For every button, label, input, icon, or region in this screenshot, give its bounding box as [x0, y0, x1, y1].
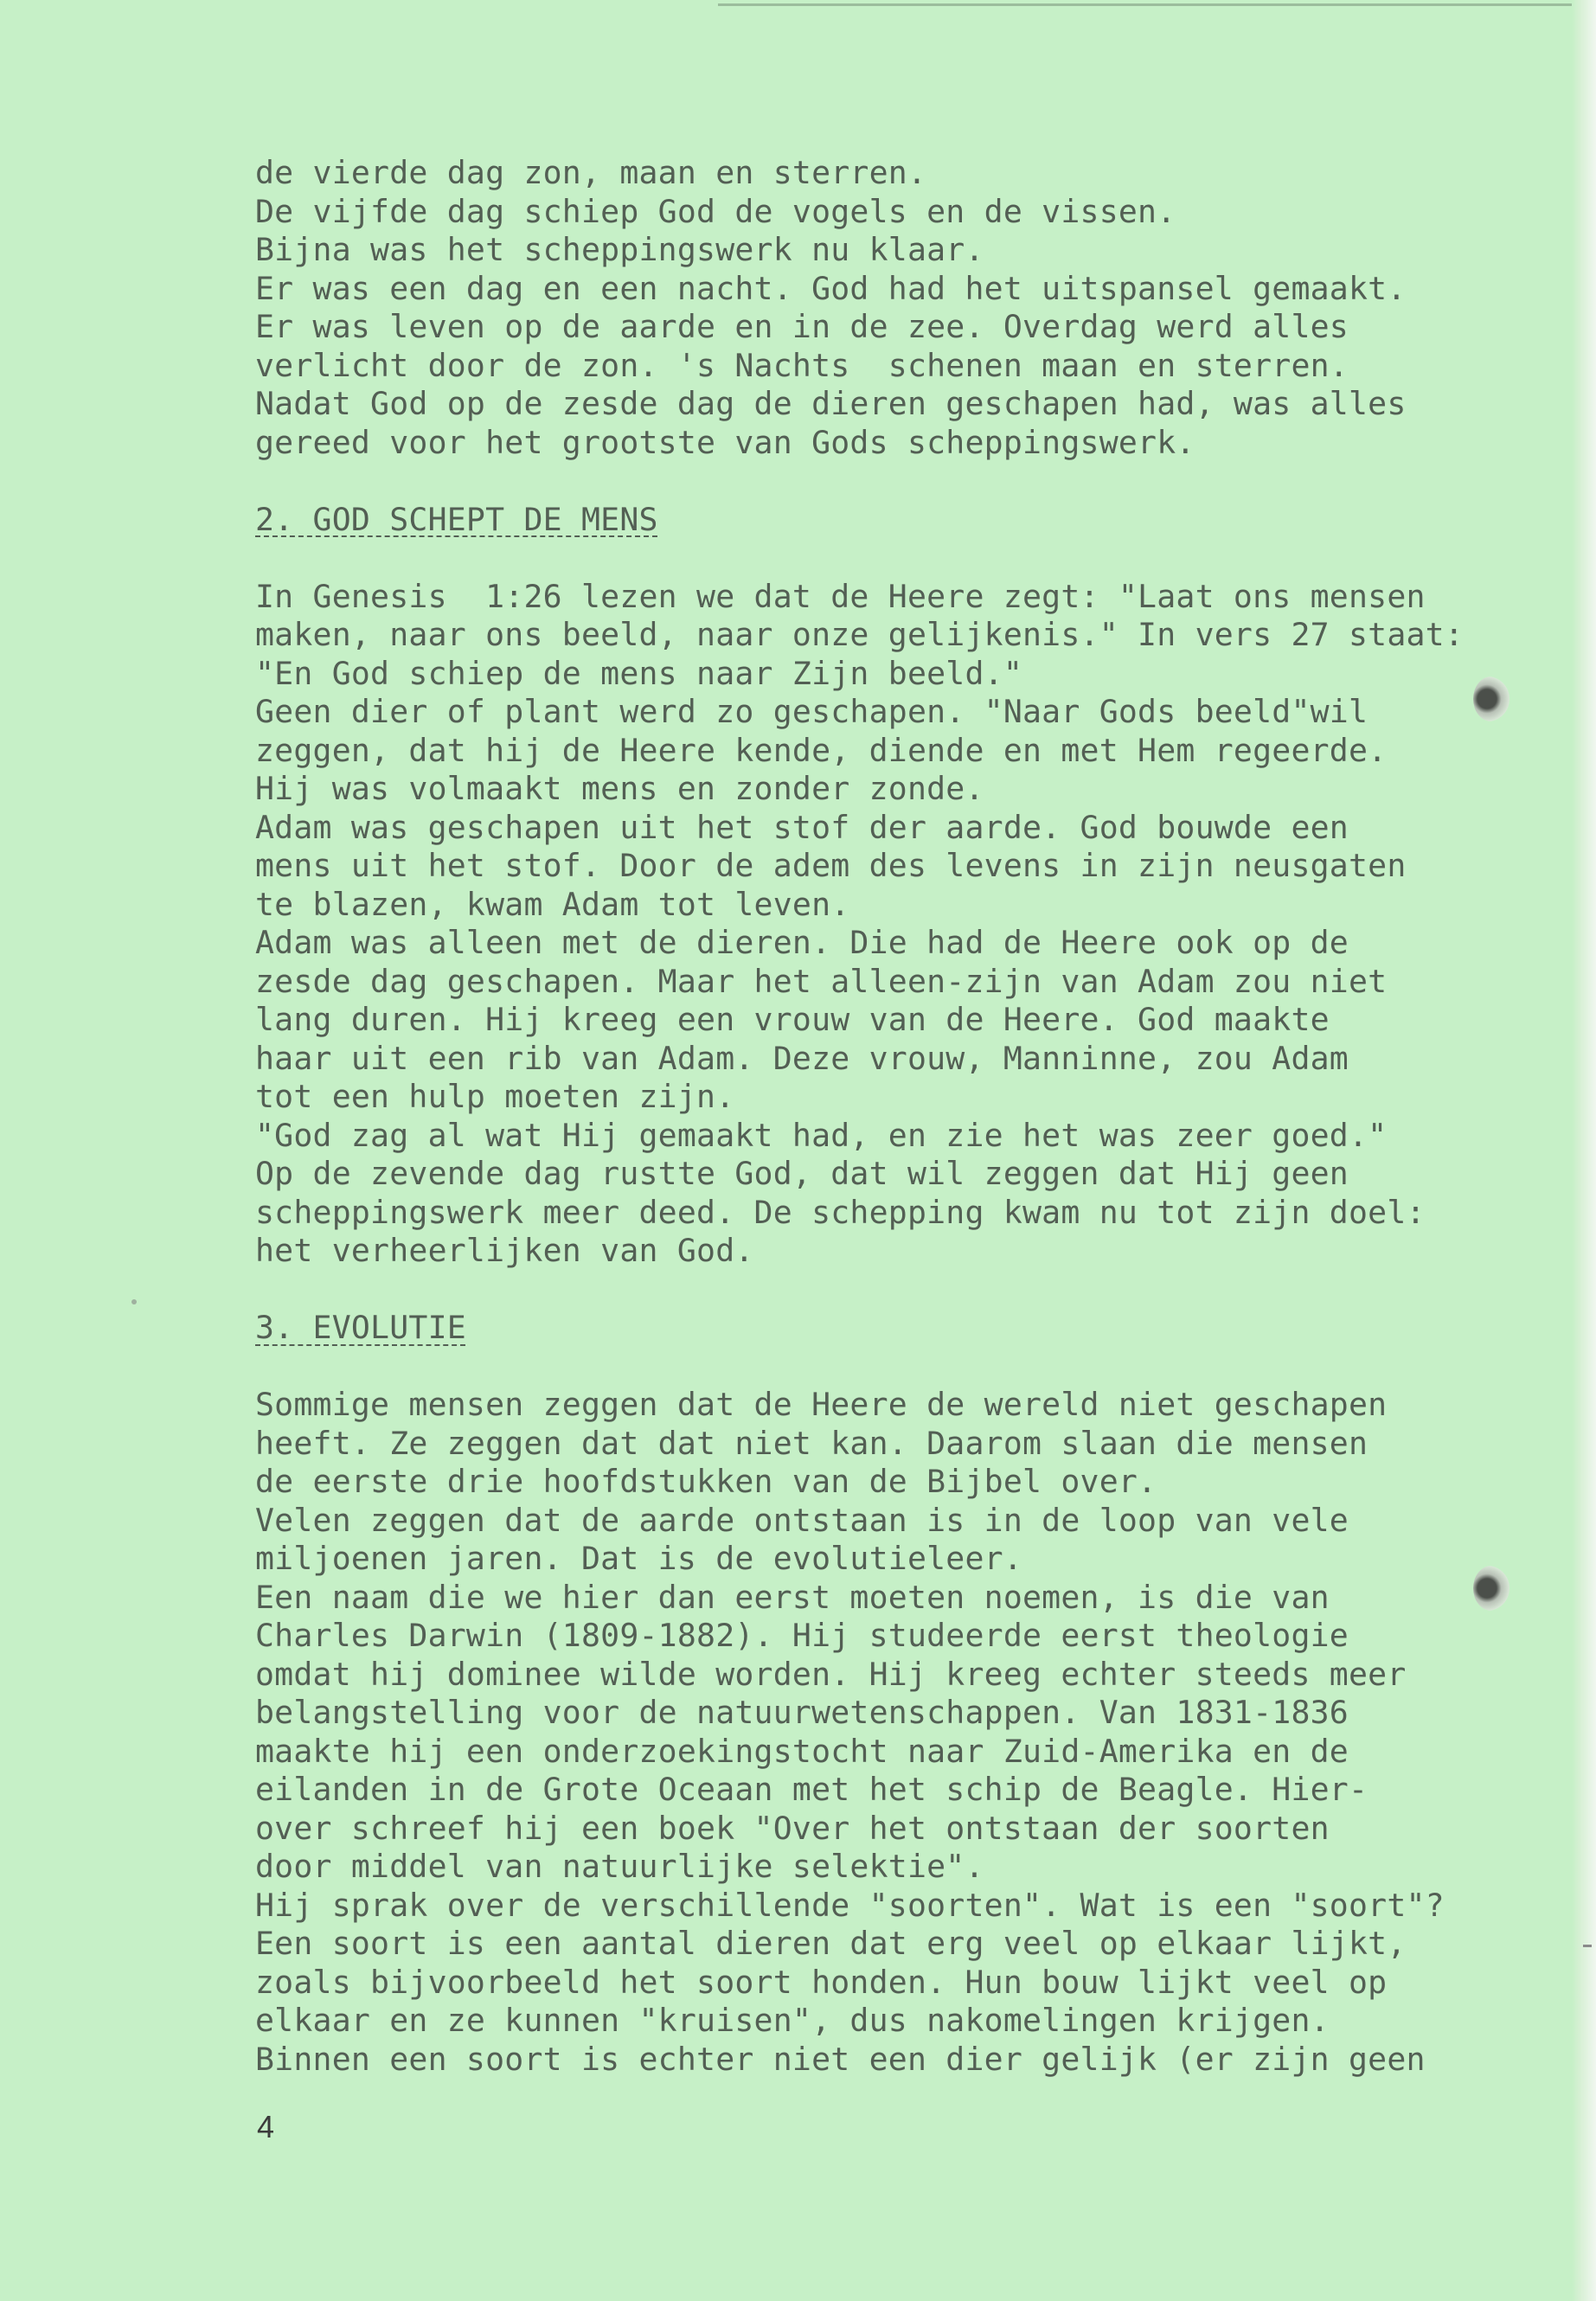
text-line: maken, naar ons beeld, naar onze gelijkenis." In vers 27 staat:	[255, 616, 1465, 653]
text-line: omdat hij dominee wilde worden. Hij kreeg echter steeds meer	[255, 1655, 1407, 1693]
paragraph-3	[255, 1386, 1501, 2079]
text-line: verlicht door de zon. 's Nachts schenen maan en sterren.	[255, 346, 1349, 384]
text-line: De vijfde dag schiep God de vogels en de vissen.	[255, 192, 1176, 230]
text-line: Sommige mensen zeggen dat de Heere de wereld niet geschapen	[255, 1386, 1388, 1423]
text-line: mens uit het stof. Door de adem des levens in zijn neusgaten	[255, 847, 1407, 884]
body-text	[255, 154, 1501, 2079]
text-line: Nadat God op de zesde dag de dieren geschapen had, was alles	[255, 385, 1407, 422]
text-line: haar uit een rib van Adam. Deze vrouw, Manninne, zou Adam	[255, 1039, 1349, 1077]
margin-dot	[131, 1299, 137, 1304]
page-number: 4	[257, 2109, 275, 2144]
text-line: Charles Darwin (1809-1882). Hij studeerde eerst theologie	[255, 1617, 1349, 1654]
text-line: Geen dier of plant werd zo geschapen. "Naar Gods beeld"wil	[255, 693, 1368, 730]
spacer	[255, 539, 1501, 578]
text-line: "En God schiep de mens naar Zijn beeld."	[255, 654, 1022, 692]
text-line: gereed voor het grootste van Gods scheppingswerk.	[255, 423, 1195, 461]
text-line: het verheerlijken van God.	[255, 1232, 754, 1269]
text-line: de eerste drie hoofdstukken van de Bijbel over.	[255, 1463, 1157, 1500]
margin-mark	[1583, 1945, 1592, 1947]
text-line: Bijna was het scheppingswerk nu klaar.	[255, 231, 984, 268]
text-line: Binnen een soort is echter niet een dier gelijk (er zijn geen	[255, 2040, 1426, 2078]
spacer	[255, 462, 1501, 501]
text-line: heeft. Ze zeggen dat dat niet kan. Daarom slaan die mensen	[255, 1424, 1368, 1462]
text-line: Op de zevende dag rustte God, dat wil zeggen dat Hij geen	[255, 1155, 1349, 1192]
text-line: zesde dag geschapen. Maar het alleen-zijn van Adam zou niet	[255, 962, 1388, 1000]
text-line: miljoenen jaren. Dat is de evolutieleer.	[255, 1540, 1022, 1577]
text-line: Een soort is een aantal dieren dat erg veel op elkaar lijkt,	[255, 1925, 1407, 1962]
text-line: "God zag al wat Hij gemaakt had, en zie het was zeer goed."	[255, 1116, 1388, 1154]
text-line: belangstelling voor de natuurwetenschappen. Van 1831-1836	[255, 1694, 1349, 1731]
text-line: tot een hulp moeten zijn.	[255, 1078, 735, 1115]
page-edge-shadow	[1572, 0, 1596, 2301]
text-line: Hij sprak over de verschillende "soorten". Wat is een "soort"?	[255, 1886, 1445, 1924]
section-heading-evolutie: 3. EVOLUTIE	[255, 1309, 466, 1346]
text-line: Er was een dag en een nacht. God had het uitspansel gemaakt.	[255, 269, 1407, 307]
text-line: zoals bijvoorbeeld het soort honden. Hun bouw lijkt veel op	[255, 1963, 1388, 2001]
section-heading-god-schept-de-mens: 2. GOD SCHEPT DE MENS	[255, 500, 658, 538]
text-line: zeggen, dat hij de Heere kende, diende en met Hem regeerde.	[255, 731, 1388, 769]
text-line: elkaar en ze kunnen "kruisen", dus nakomelingen krijgen.	[255, 2002, 1330, 2039]
text-line: Er was leven op de aarde en in de zee. Overdag werd alles	[255, 308, 1349, 345]
text-line: Adam was geschapen uit het stof der aarde. God bouwde een	[255, 808, 1349, 846]
text-line: maakte hij een onderzoekingstocht naar Zuid-Amerika en de	[255, 1732, 1349, 1770]
paragraph-2	[255, 578, 1501, 1271]
text-line: lang duren. Hij kreeg een vrouw van de Heere. God maakte	[255, 1001, 1330, 1038]
text-line: Adam was alleen met de dieren. Die had de Heere ook op de	[255, 924, 1349, 961]
text-line: eilanden in de Grote Oceaan met het schip de Beagle. Hier-	[255, 1771, 1368, 1808]
text-line: over schreef hij een boek "Over het ontstaan der soorten	[255, 1809, 1330, 1847]
text-line: scheppingswerk meer deed. De schepping kwam nu tot zijn doel:	[255, 1193, 1426, 1231]
text-line: de vierde dag zon, maan en sterren.	[255, 154, 927, 191]
text-line: te blazen, kwam Adam tot leven.	[255, 885, 850, 923]
text-line: In Genesis 1:26 lezen we dat de Heere zegt: "Laat ons mensen	[255, 577, 1426, 615]
paragraph-1	[255, 154, 1501, 462]
top-edge-line	[718, 3, 1579, 6]
text-line: Velen zeggen dat de aarde ontstaan is in de loop van vele	[255, 1501, 1349, 1539]
text-line: Een naam die we hier dan eerst moeten noemen, is die van	[255, 1578, 1330, 1616]
text-line: Hij was volmaakt mens en zonder zonde.	[255, 770, 984, 807]
spacer	[255, 1271, 1501, 1310]
spacer	[255, 1348, 1501, 1387]
text-line: door middel van natuurlijke selektie".	[255, 1848, 984, 1885]
